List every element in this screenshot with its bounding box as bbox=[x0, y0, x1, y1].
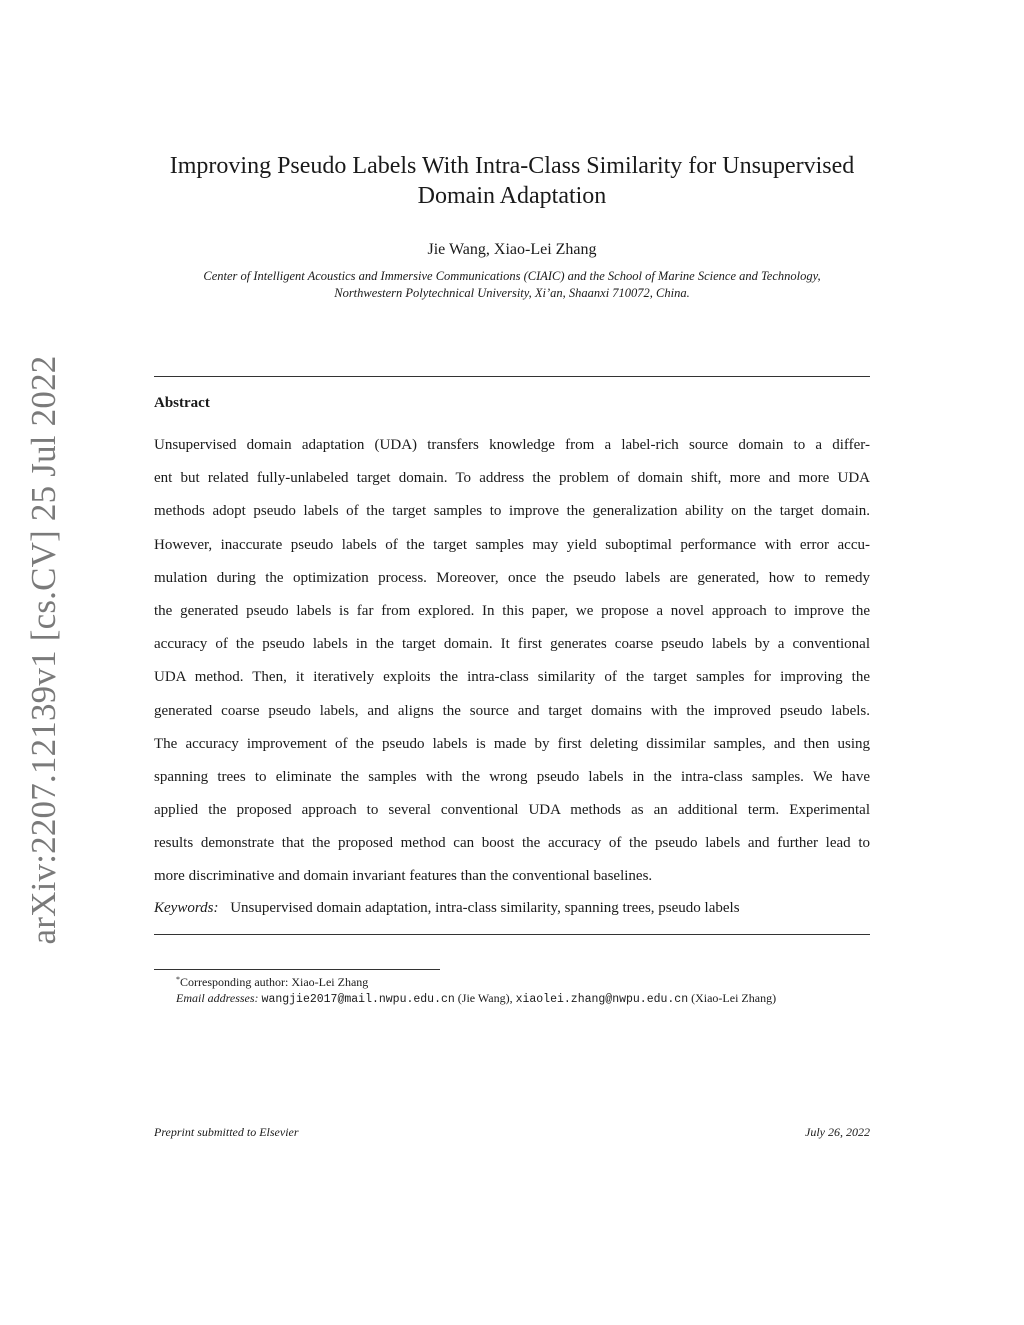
title-line-2: Domain Adaptation bbox=[417, 183, 607, 209]
corresponding-author-footnote bbox=[176, 974, 368, 990]
abstract-line: methods adopt pseudo labels of the target samples to improve the generalization ability on the target domain. bbox=[154, 503, 870, 520]
abstract-line: UDA method. Then, it iteratively exploits the intra-class similarity of the target samples for improving the bbox=[154, 669, 870, 686]
preprint-notice: Preprint submitted to Elsevier bbox=[154, 1125, 299, 1139]
keywords-text: Unsupervised domain adaptation, intra-class similarity, spanning trees, pseudo labels bbox=[230, 900, 740, 916]
abstract-line: generated coarse pseudo labels, and aligns the source and target domains with the improved pseudo labels. bbox=[154, 702, 870, 719]
email-2-owner: (Xiao-Lei Zhang) bbox=[691, 991, 777, 1005]
paper-title bbox=[154, 151, 870, 211]
abstract-line: mulation during the optimization process. Moreover, once the pseudo labels are generated, how to remedy bbox=[154, 569, 870, 586]
abstract-line: applied the proposed approach to several conventional UDA methods as an additional term. Experimental bbox=[154, 802, 870, 819]
abstract-line: more discriminative and domain invariant features than the conventional baselines. bbox=[154, 868, 653, 885]
abstract-line: The accuracy improvement of the pseudo labels is made by first deleting dissimilar samples, and then using bbox=[154, 735, 870, 752]
abstract-line: However, inaccurate pseudo labels of the target samples may yield suboptimal performance with error accu- bbox=[154, 536, 870, 553]
footnote-rule bbox=[154, 969, 440, 970]
email-1-owner: (Jie Wang), bbox=[457, 991, 513, 1005]
footnote-mark: * bbox=[176, 975, 180, 984]
abstract-heading: Abstract bbox=[154, 395, 210, 411]
abstract-body bbox=[154, 429, 870, 894]
email-label: Email addresses: bbox=[176, 991, 259, 1005]
email-link-2[interactable]: xiaolei.zhang@nwpu.edu.cn bbox=[515, 993, 689, 1006]
author-list: Jie Wang, Xiao-Lei Zhang bbox=[427, 241, 597, 258]
title-line-1: Improving Pseudo Labels With Intra-Class Similarity for Unsupervised bbox=[169, 153, 855, 179]
affiliation-line-2: Northwestern Polytechnical University, Xi’an, Shaanxi 710072, China. bbox=[334, 286, 690, 300]
keywords bbox=[154, 898, 870, 918]
abstract-line: the generated pseudo labels is far from explored. In this paper, we propose a novel approach to improve the bbox=[154, 602, 870, 619]
abstract-top-rule bbox=[154, 376, 870, 377]
footer-date: July 26, 2022 bbox=[805, 1125, 870, 1139]
arxiv-identifier-stamp: arXiv:2207.12139v1 [cs.CV] 25 Jul 2022 bbox=[24, 355, 63, 945]
abstract-line: ent but related fully-unlabeled target domain. To address the problem of domain shift, more and more UDA bbox=[154, 470, 870, 487]
abstract-line: results demonstrate that the proposed method can boost the accuracy of the pseudo labels and further lead to bbox=[154, 835, 870, 852]
abstract-line: spanning trees to eliminate the samples with the wrong pseudo labels in the intra-class samples. We have bbox=[154, 768, 870, 785]
keywords-label: Keywords: bbox=[154, 900, 219, 916]
abstract-line: accuracy of the pseudo labels in the target domain. It first generates coarse pseudo labels by a conventional bbox=[154, 636, 870, 653]
affiliation bbox=[130, 268, 894, 302]
affiliation-line-1: Center of Intelligent Acoustics and Immersive Communications (CIAIC) and the School of Marine Science and Technology, bbox=[203, 269, 821, 283]
email-link-1[interactable]: wangjie2017@mail.nwpu.edu.cn bbox=[261, 993, 455, 1006]
abstract-bottom-rule bbox=[154, 934, 870, 935]
abstract-line: Unsupervised domain adaptation (UDA) transfers knowledge from a label-rich source domain to a differ- bbox=[154, 437, 870, 453]
corresponding-author-text: Corresponding author: Xiao-Lei Zhang bbox=[180, 975, 369, 989]
email-footnote bbox=[176, 990, 776, 1008]
